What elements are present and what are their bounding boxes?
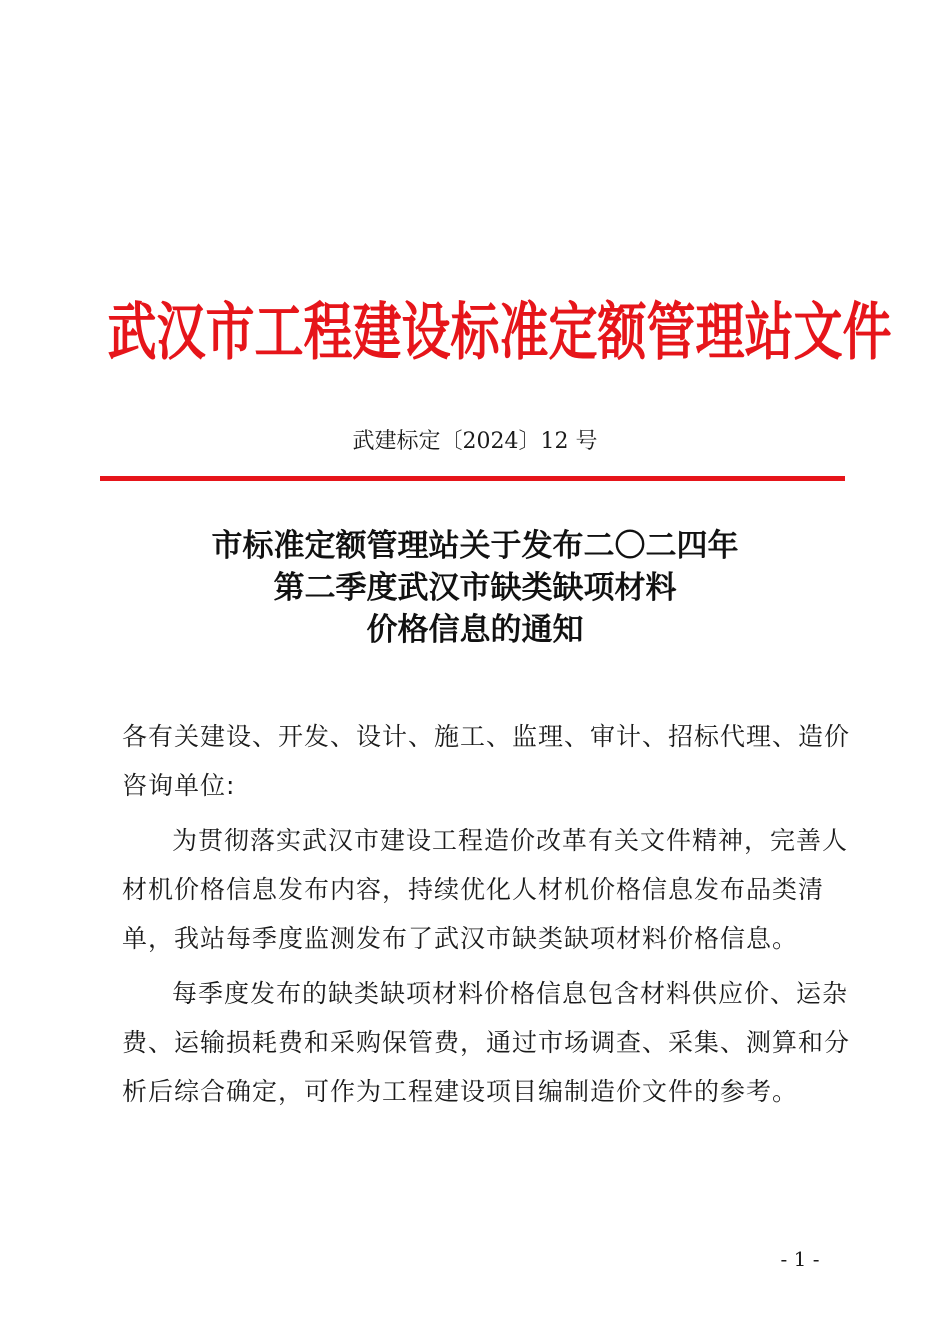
paragraph-2-line: 每季度发布的缺类缺项材料价格信息包含材料供应价、运杂 [172,979,849,1008]
issuer-header: 武汉市工程建设标准定额管理站文件 [107,294,892,369]
salutation-line: 各有关建设、开发、设计、施工、监理、审计、招标代理、造价 [122,722,851,751]
paragraph-1-line: 单，我站每季度监测发布了武汉市缺类缺项材料价格信息。 [122,924,799,953]
salutation-line: 咨询单位: [122,771,236,800]
red-divider-line [100,476,845,481]
title-line: 市标准定额管理站关于发布二〇二四年 [211,528,739,564]
paragraph-1-line: 为贯彻落实武汉市建设工程造价改革有关文件精神，完善人 [172,826,849,855]
title-line: 价格信息的通知 [366,612,584,648]
paragraph-1-line: 材机价格信息发布内容，持续优化人材机价格信息发布品类清 [122,875,825,904]
paragraph-2-line: 析后综合确定，可作为工程建设项目编制造价文件的参考。 [122,1077,799,1106]
notice-body [122,712,851,1116]
title-line: 第二季度武汉市缺类缺项材料 [273,570,677,606]
page-number: - 1 - [780,1247,820,1271]
document-number: 武建标定〔2024〕12 号 [352,429,598,454]
notice-title [100,525,850,651]
paragraph-2-line: 费、运输损耗费和采购保管费，通过市场调查、采集、测算和分 [122,1028,851,1057]
